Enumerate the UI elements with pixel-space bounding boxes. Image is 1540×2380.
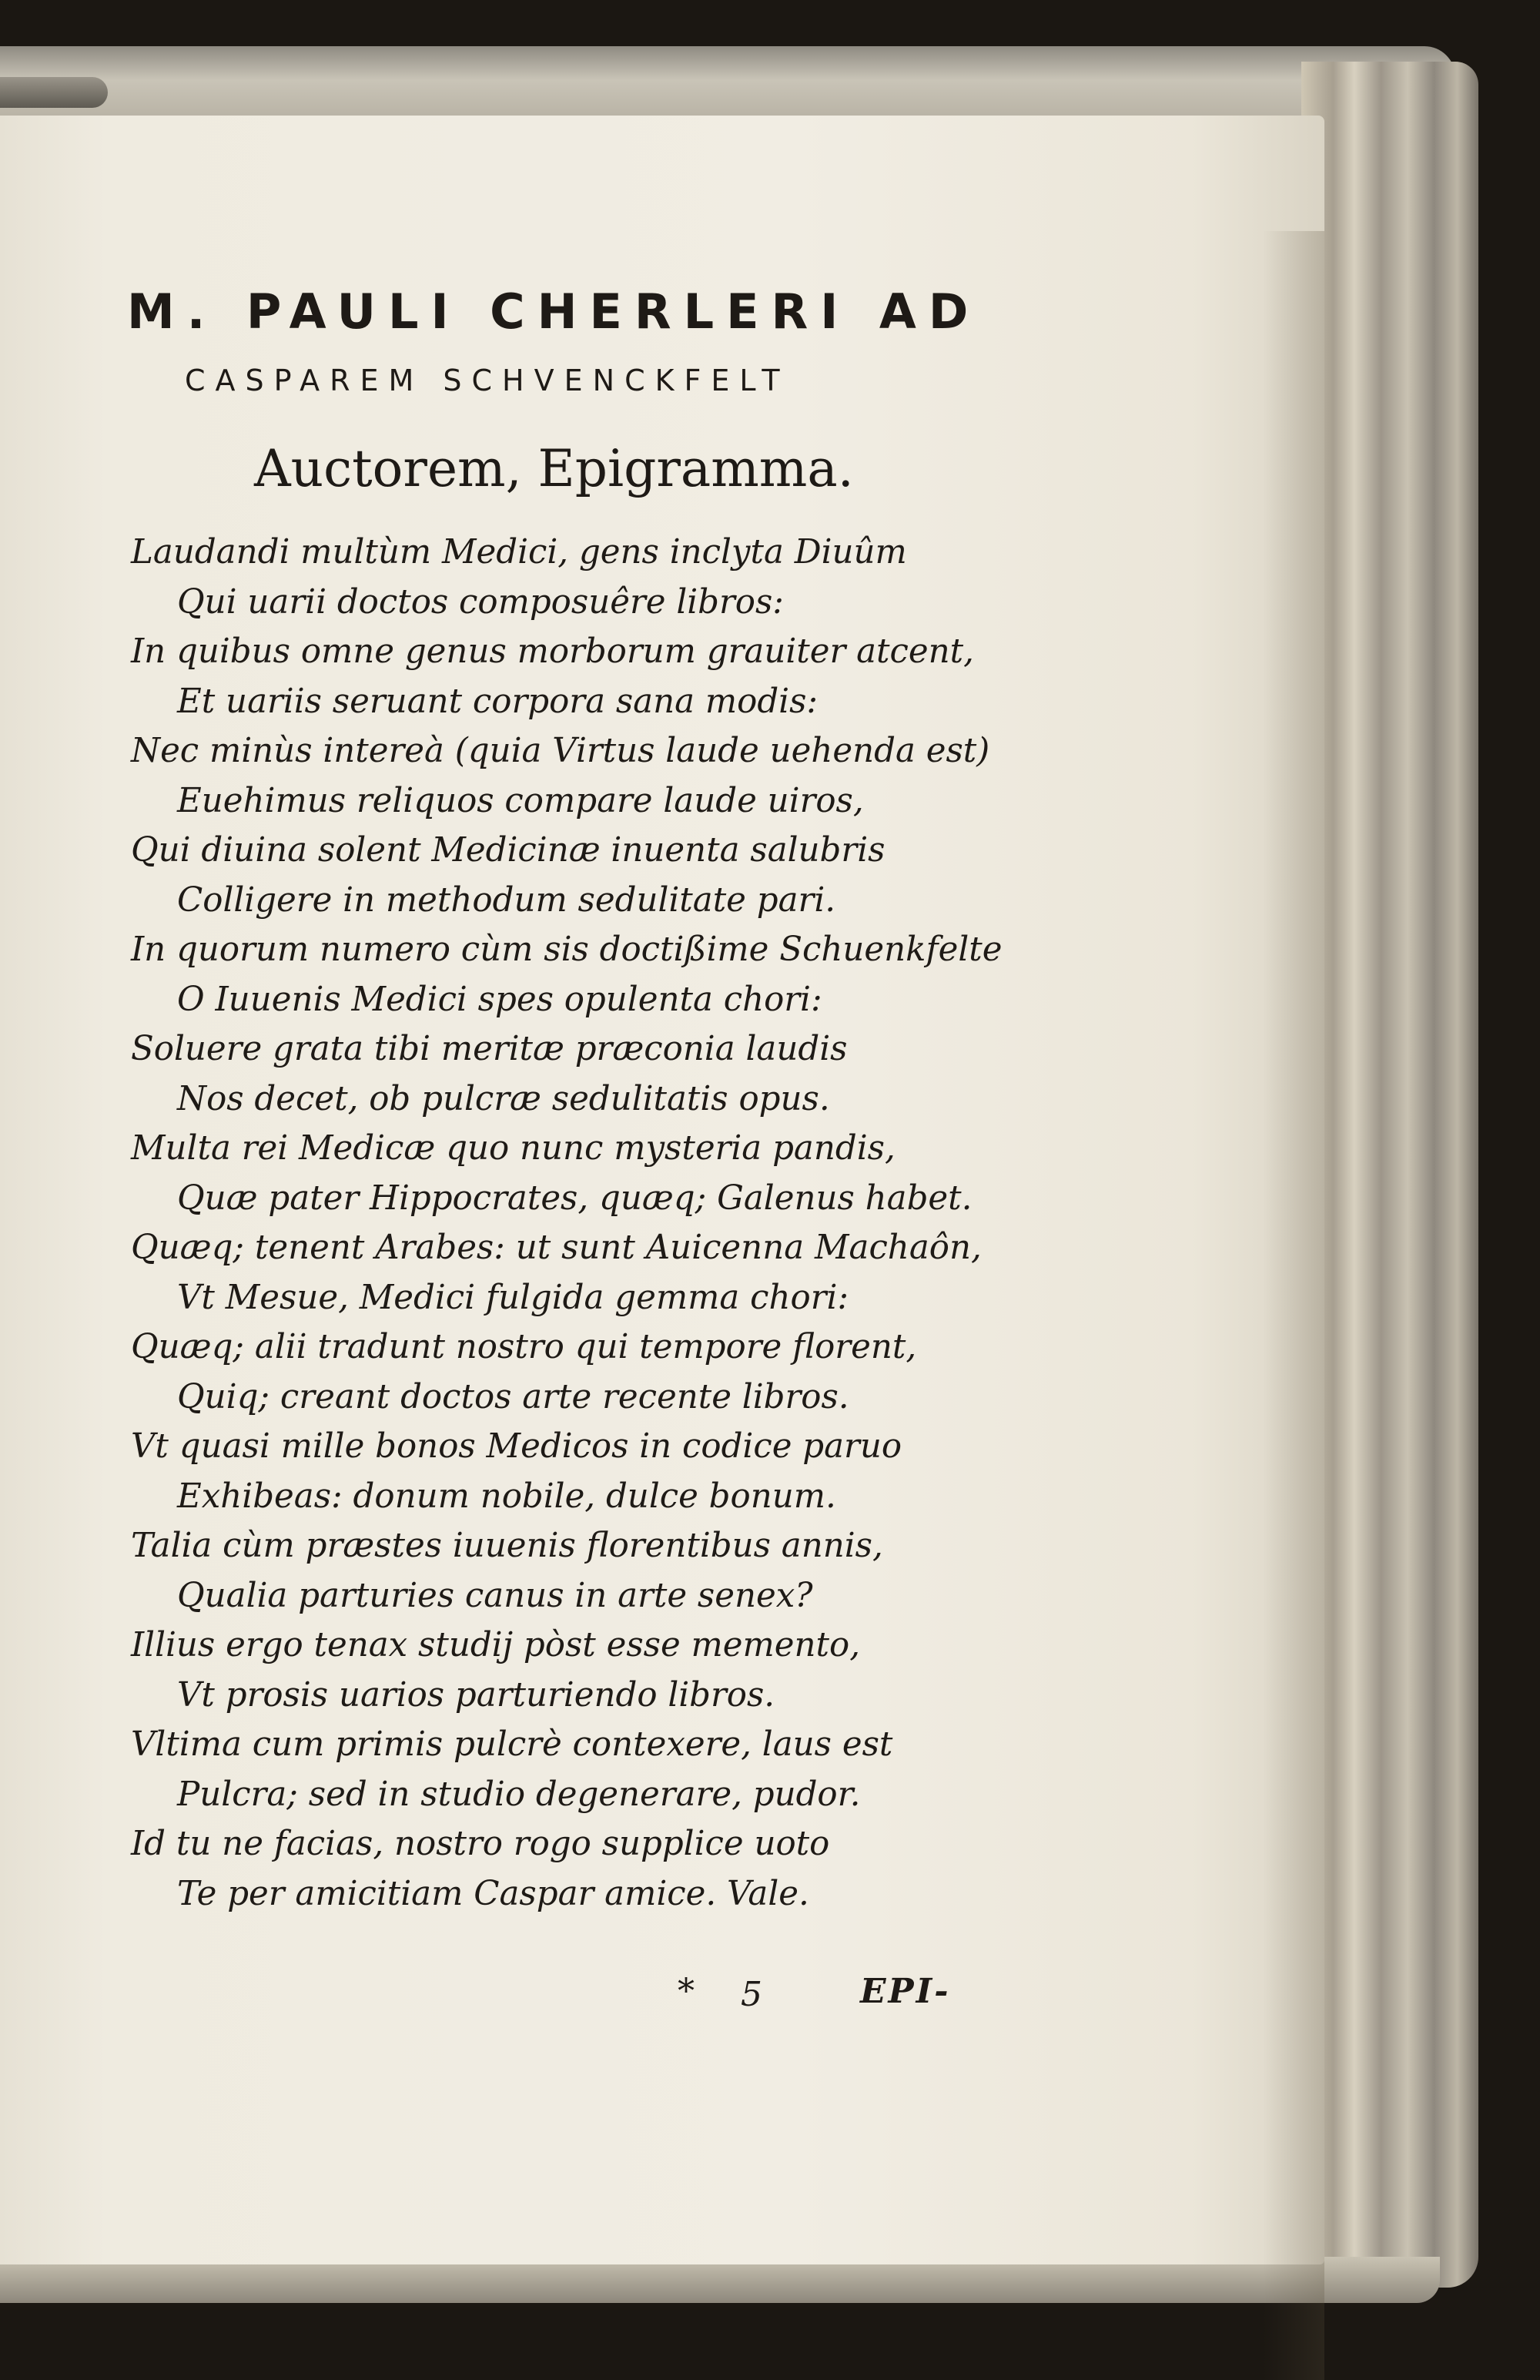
poem-line: Qualia parturies canus in arte senex? [177, 1576, 813, 1615]
epigram-poem [131, 528, 1055, 1919]
poem-line: Nos decet, ob pulcræ sedulitatis opus. [177, 1079, 830, 1118]
poem-line: Multa rei Medicæ quo nunc mysteria pandis, [131, 1129, 896, 1168]
poem-line: O Iuuenis Medici spes opulenta chori: [177, 980, 822, 1019]
poem-line: Exhibeas: donum nobile, dulce bonum. [177, 1477, 836, 1516]
poem-line: Illius ergo tenax studij pòst esse memento, [131, 1626, 861, 1664]
poem-line: Quiq; creant doctos arte recente libros. [177, 1377, 849, 1416]
poem-line: Vltima cum primis pulcrè contexere, laus est [131, 1725, 893, 1764]
poem-line: Laudandi multùm Medici, gens inclyta Diuûm [131, 533, 907, 572]
title-line-1: M. PAULI CHERLERI AD [127, 283, 981, 340]
page-number: 5 [741, 1975, 762, 2014]
book-fore-edge [1301, 62, 1478, 2288]
poem-line: Vt Mesue, Medici fulgida gemma chori: [177, 1278, 849, 1317]
title-line-2: CASPAREM SCHVENCKFELT [185, 364, 790, 397]
poem-line: Quæ pater Hippocrates, quæq; Galenus habet. [177, 1178, 973, 1218]
poem-line: Vt prosis uarios parturiendo libros. [177, 1675, 775, 1715]
poem-line: Euehimus reliquos compare laude uiros, [177, 781, 864, 820]
book-page [0, 116, 1324, 2264]
poem-line: Quæq; alii tradunt nostro qui tempore florent, [131, 1328, 917, 1366]
poem-line: Soluere grata tibi meritæ præconia laudis [131, 1030, 848, 1068]
poem-line: Id tu ne facias, nostro rogo supplice uoto [131, 1825, 830, 1863]
poem-line: Te per amicitiam Caspar amice. Vale. [177, 1874, 809, 1913]
poem-line: Colligere in methodum sedulitate pari. [177, 880, 836, 920]
book-clasp [0, 77, 108, 108]
poem-line: Talia cùm præstes iuuenis florentibus annis, [131, 1527, 883, 1565]
poem-line: Qui uarii doctos composuêre libros: [177, 582, 784, 622]
poem-line: Pulcra; sed in studio degenerare, pudor. [177, 1775, 861, 1814]
poem-line: Quæq; tenent Arabes: ut sunt Auicenna Machaôn, [131, 1229, 982, 1267]
poem-line: Vt quasi mille bonos Medicos in codice paruo [131, 1427, 902, 1466]
title-line-3: Auctorem, Epigramma. [254, 439, 854, 498]
page-text [0, 116, 1324, 2264]
poem-line: In quorum numero cùm sis doctißime Schuenkfelte [131, 930, 1003, 969]
poem-line: In quibus omne genus morborum grauiter atcent, [131, 632, 974, 671]
signature-mark: * [678, 1972, 695, 2011]
poem-line: Et uariis seruant corpora sana modis: [177, 682, 819, 721]
poem-line: Nec minùs intereà (quia Virtus laude uehenda est) [131, 732, 990, 770]
poem-line: Qui diuina solent Medicinæ inuenta salubris [131, 831, 886, 870]
catchword: EPI- [860, 1972, 951, 2011]
